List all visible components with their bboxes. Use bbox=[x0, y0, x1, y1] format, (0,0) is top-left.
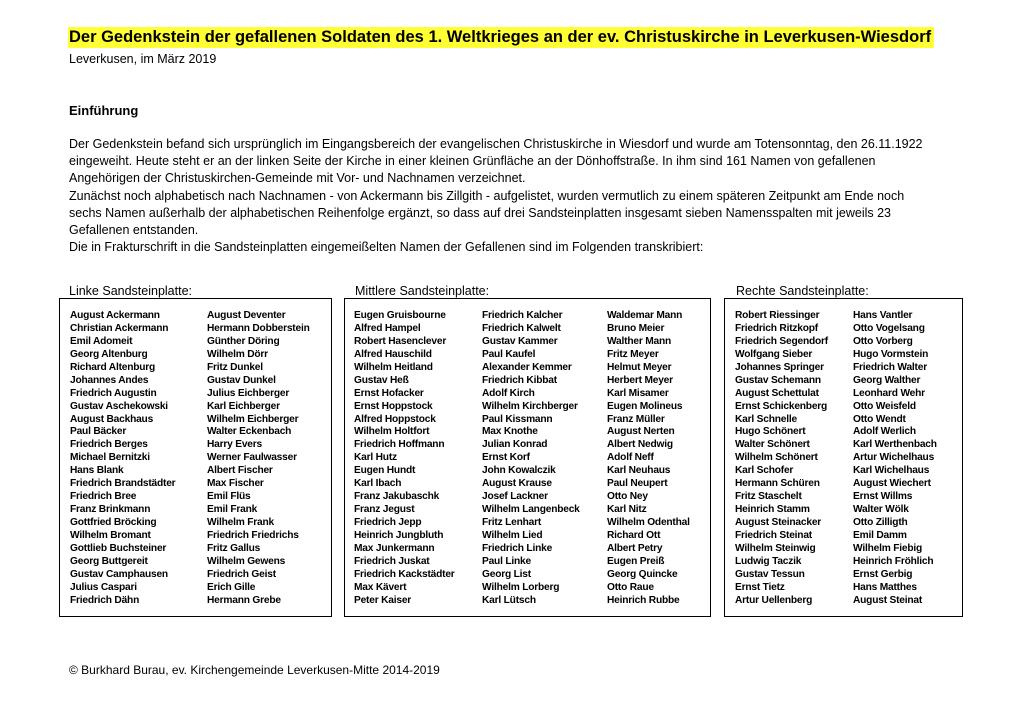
fallen-soldier-name: Otto Vorberg bbox=[853, 335, 913, 347]
fallen-soldier-name: Otto Vogelsang bbox=[853, 322, 925, 334]
intro-text bbox=[69, 136, 999, 256]
fallen-soldier-name: Gustav Schemann bbox=[735, 374, 821, 386]
fallen-soldier-name: Walther Mann bbox=[607, 335, 672, 347]
fallen-soldier-name: Franz Jegust bbox=[354, 504, 415, 516]
fallen-soldier-name: Artur Uellenberg bbox=[735, 594, 813, 606]
fallen-soldier-name: Karl Schnelle bbox=[735, 413, 797, 425]
fallen-soldier-name: Friedrich Brandstädter bbox=[70, 478, 176, 490]
fallen-soldier-name: Wilhelm Heitland bbox=[354, 361, 433, 373]
fallen-soldier-name: Albert Nedwig bbox=[607, 439, 673, 451]
fallen-soldier-name: Paul Bäcker bbox=[70, 426, 127, 438]
fallen-soldier-name: Alfred Hauschild bbox=[354, 348, 432, 360]
fallen-soldier-name: Paul Linke bbox=[482, 555, 531, 567]
fallen-soldier-name: Max Junkermann bbox=[354, 542, 435, 554]
plate-label-right: Rechte Sandsteinplatte: bbox=[736, 284, 869, 298]
fallen-soldier-name: August Wiechert bbox=[853, 478, 931, 490]
fallen-soldier-name: Ernst Korf bbox=[482, 452, 530, 464]
fallen-soldier-name: Franz Brinkmann bbox=[70, 504, 151, 516]
fallen-soldier-name: August Steinat bbox=[853, 594, 923, 606]
fallen-soldier-name: Alfred Hampel bbox=[354, 322, 421, 334]
fallen-soldier-name: Franz Müller bbox=[607, 413, 665, 425]
fallen-soldier-name: Helmut Meyer bbox=[607, 361, 672, 373]
intro-line: Die in Frakturschrift in die Sandsteinplatten eingemeißelten Namen der Gefallenen sind im Folgenden transkribiert: bbox=[69, 240, 704, 255]
plate-left bbox=[59, 298, 332, 617]
fallen-soldier-name: Ernst Hofacker bbox=[354, 387, 424, 399]
fallen-soldier-name: Karl Lütsch bbox=[482, 594, 536, 606]
fallen-soldier-name: Wilhelm Schönert bbox=[735, 452, 818, 464]
fallen-soldier-name: Adolf Neff bbox=[607, 452, 654, 464]
fallen-soldier-name: August Deventer bbox=[207, 310, 286, 321]
fallen-soldier-name: Hans Matthes bbox=[853, 581, 917, 593]
fallen-soldier-name: Wilhelm Eichberger bbox=[207, 413, 299, 425]
page-title: Der Gedenkstein der gefallenen Soldaten des 1. Weltkrieges an der ev. Christuskirche in Leverkusen-Wiesdorf bbox=[68, 27, 934, 48]
fallen-soldier-name: Emil Damm bbox=[853, 529, 907, 541]
fallen-soldier-name: Albert Petry bbox=[607, 542, 663, 554]
plate-middle bbox=[344, 298, 711, 617]
fallen-soldier-name: Alexander Kemmer bbox=[482, 361, 572, 373]
fallen-soldier-name: Fritz Staschelt bbox=[735, 491, 802, 503]
intro-line: Zunächst noch alphabetisch nach Nachnamen - von Ackermann bis Zillgith - aufgelistet, wurden vermutlich zu einem späteren Zeitpunkt am Ende noch bbox=[69, 188, 905, 203]
fallen-soldier-name: Friedrich Berges bbox=[70, 439, 148, 451]
plate-label-left: Linke Sandsteinplatte: bbox=[69, 284, 193, 298]
fallen-soldier-name: Karl Wichelhaus bbox=[853, 465, 930, 477]
fallen-soldier-name: Ernst Willms bbox=[853, 491, 913, 503]
fallen-soldier-name: Eugen Hundt bbox=[354, 465, 416, 477]
fallen-soldier-name: Gottfried Bröcking bbox=[70, 517, 157, 528]
fallen-soldier-name: Robert Hasenclever bbox=[354, 335, 447, 347]
fallen-soldier-name: Hermann Grebe bbox=[207, 594, 281, 606]
fallen-soldier-name: Peter Kaiser bbox=[354, 594, 412, 606]
fallen-soldier-name: Karl Misamer bbox=[607, 387, 669, 399]
name-column bbox=[70, 310, 175, 608]
name-column bbox=[607, 310, 690, 608]
fallen-soldier-name: Friedrich Dähn bbox=[70, 594, 140, 606]
fallen-soldier-name: Friedrich Ritzkopf bbox=[735, 322, 818, 334]
fallen-soldier-name: Erich Gille bbox=[207, 581, 256, 593]
fallen-soldier-name: Wolfgang Sieber bbox=[735, 348, 813, 360]
fallen-soldier-name: Friedrich Kalwelt bbox=[482, 322, 561, 334]
fallen-soldier-name: Ernst Schickenberg bbox=[735, 400, 828, 412]
fallen-soldier-name: Max Kävert bbox=[354, 581, 407, 593]
fallen-soldier-name: Georg Altenburg bbox=[70, 348, 148, 360]
fallen-soldier-name: Hugo Schönert bbox=[735, 426, 806, 438]
fallen-soldier-name: Wilhelm Holtfort bbox=[354, 426, 430, 438]
fallen-soldier-name: Friedrich Kibbat bbox=[482, 374, 557, 386]
name-column bbox=[482, 310, 580, 608]
fallen-soldier-name: Günther Döring bbox=[207, 335, 280, 347]
fallen-soldier-name: Hermann Schüren bbox=[735, 478, 820, 490]
fallen-soldier-name: August Schettulat bbox=[735, 387, 819, 399]
fallen-soldier-name: Adolf Kirch bbox=[482, 387, 535, 399]
fallen-soldier-name: Fritz Dunkel bbox=[207, 361, 263, 373]
fallen-soldier-name: Gustav Tessun bbox=[735, 568, 805, 580]
fallen-soldier-name: Hans Blank bbox=[70, 465, 124, 477]
fallen-soldier-name: Friedrich Kalcher bbox=[482, 310, 563, 321]
name-column bbox=[735, 310, 828, 608]
fallen-soldier-name: Hugo Vormstein bbox=[853, 348, 929, 360]
fallen-soldier-name: Ernst Tietz bbox=[735, 581, 785, 593]
fallen-soldier-name: Ludwig Taczik bbox=[735, 555, 802, 567]
fallen-soldier-name: Emil Frank bbox=[207, 504, 258, 516]
fallen-soldier-name: August Backhaus bbox=[70, 413, 154, 425]
fallen-soldier-name: Otto Zilligth bbox=[853, 517, 908, 528]
copyright-footer: © Burkhard Burau, ev. Kirchengemeinde Leverkusen-Mitte 2014-2019 bbox=[69, 663, 440, 677]
fallen-soldier-name: Otto Weisfeld bbox=[853, 400, 916, 412]
fallen-soldier-name: Friedrich Segendorf bbox=[735, 335, 828, 347]
fallen-soldier-name: Emil Flüs bbox=[207, 491, 251, 503]
fallen-soldier-name: Fritz Meyer bbox=[607, 348, 659, 360]
fallen-soldier-name: Otto Raue bbox=[607, 581, 654, 593]
intro-line: eingeweiht. Heute steht er an der linken Seite der Kirche in einer kleinen Grünfläche an der Dönhoffstraße. In ihm sind 161 Namen von gefallenen bbox=[69, 154, 876, 169]
fallen-soldier-name: Friedrich Friedrichs bbox=[207, 529, 299, 541]
page-subtitle: Leverkusen, im März 2019 bbox=[69, 52, 217, 66]
fallen-soldier-name: Karl Ibach bbox=[354, 478, 402, 490]
fallen-soldier-name: Paul Kaufel bbox=[482, 348, 536, 360]
fallen-soldier-name: Wilhelm Frank bbox=[207, 517, 274, 528]
plate-label-middle: Mittlere Sandsteinplatte: bbox=[355, 284, 490, 298]
fallen-soldier-name: Hans Vantler bbox=[853, 310, 913, 321]
fallen-soldier-name: Wilhelm Bromant bbox=[70, 529, 151, 541]
fallen-soldier-name: Fritz Lenhart bbox=[482, 517, 542, 528]
fallen-soldier-name: Georg Buttgereit bbox=[70, 555, 148, 567]
fallen-soldier-name: Gustav Dunkel bbox=[207, 374, 276, 386]
intro-line: Der Gedenkstein befand sich ursprünglich im Eingangsbereich der evangelischen Christuskirche in Wiesdorf und wurde am Totensonntag, den 26.11.1922 bbox=[69, 137, 923, 151]
fallen-soldier-name: August Nerten bbox=[607, 426, 675, 438]
fallen-soldier-name: Eugen Preiß bbox=[607, 555, 665, 567]
fallen-soldier-name: Werner Faulwasser bbox=[207, 452, 297, 464]
fallen-soldier-name: Heinrich Fröhlich bbox=[853, 555, 934, 567]
fallen-soldier-name: Gustav Aschekowski bbox=[70, 400, 168, 412]
fallen-soldier-name: Christian Ackermann bbox=[70, 322, 169, 334]
fallen-soldier-name: Herbert Meyer bbox=[607, 374, 673, 386]
fallen-soldier-name: August Steinacker bbox=[735, 517, 822, 528]
fallen-soldier-name: Georg Quincke bbox=[607, 568, 678, 580]
fallen-soldier-name: Franz Jakubaschk bbox=[354, 491, 440, 503]
fallen-soldier-name: Otto Wendt bbox=[853, 413, 906, 425]
fallen-soldier-name: Fritz Gallus bbox=[207, 542, 261, 554]
fallen-soldier-name: Julius Caspari bbox=[70, 581, 137, 593]
fallen-soldier-name: Wilhelm Langenbeck bbox=[482, 504, 580, 516]
fallen-soldier-name: Heinrich Jungbluth bbox=[354, 529, 444, 541]
fallen-soldier-name: Eugen Molineus bbox=[607, 400, 683, 412]
fallen-soldier-name: Artur Wichelhaus bbox=[853, 452, 935, 464]
fallen-soldier-name: Gottlieb Buchsteiner bbox=[70, 542, 167, 554]
fallen-soldier-name: Leonhard Wehr bbox=[853, 387, 925, 399]
fallen-soldier-name: Paul Neupert bbox=[607, 478, 668, 490]
fallen-soldier-name: Gustav Camphausen bbox=[70, 568, 168, 580]
fallen-soldier-name: Walter Eckenbach bbox=[207, 426, 292, 438]
fallen-soldier-name: Friedrich Augustin bbox=[70, 387, 157, 399]
fallen-soldier-name: Otto Ney bbox=[607, 491, 648, 503]
fallen-soldier-name: August Krause bbox=[482, 478, 552, 490]
fallen-soldier-name: Johannes Springer bbox=[735, 361, 824, 373]
fallen-soldier-name: Georg Walther bbox=[853, 374, 921, 386]
fallen-soldier-name: Alfred Hoppstock bbox=[354, 413, 436, 425]
fallen-soldier-name: Friedrich Geist bbox=[207, 568, 276, 580]
fallen-soldier-name: John Kowalczik bbox=[482, 465, 556, 477]
fallen-soldier-name: Richard Altenburg bbox=[70, 361, 156, 373]
plate-right bbox=[724, 298, 963, 617]
fallen-soldier-name: Eugen Gruisbourne bbox=[354, 310, 446, 321]
fallen-soldier-name: Julian Konrad bbox=[482, 439, 548, 451]
fallen-soldier-name: Karl Schofer bbox=[735, 465, 794, 477]
fallen-soldier-name: Karl Hutz bbox=[354, 452, 397, 464]
fallen-soldier-name: Friedrich Kackstädter bbox=[354, 568, 455, 580]
fallen-soldier-name: Friedrich Bree bbox=[70, 491, 137, 503]
fallen-soldier-name: Karl Neuhaus bbox=[607, 465, 671, 477]
fallen-soldier-name: Friedrich Jepp bbox=[354, 517, 422, 528]
fallen-soldier-name: Wilhelm Odenthal bbox=[607, 517, 690, 528]
fallen-soldier-name: August Ackermann bbox=[70, 310, 160, 321]
fallen-soldier-name: Friedrich Hoffmann bbox=[354, 439, 445, 451]
fallen-soldier-name: Ernst Hoppstock bbox=[354, 400, 433, 412]
fallen-soldier-name: Johannes Andes bbox=[70, 374, 149, 386]
intro-line: sechs Namen außerhalb der alphabetischen Reihenfolge ergänzt, so dass auf drei Sandsteinplatten insgesamt sieben Namensspalten mit jeweils 23 bbox=[69, 205, 892, 220]
fallen-soldier-name: Richard Ott bbox=[607, 529, 661, 541]
name-column bbox=[354, 310, 455, 608]
fallen-soldier-name: Hermann Dobberstein bbox=[207, 322, 310, 334]
fallen-soldier-name: Ernst Gerbig bbox=[853, 568, 913, 580]
fallen-soldier-name: Josef Lackner bbox=[482, 491, 548, 503]
fallen-soldier-name: Gustav Heß bbox=[354, 374, 409, 386]
fallen-soldier-name: Julius Eichberger bbox=[207, 387, 290, 399]
fallen-soldier-name: Gustav Kammer bbox=[482, 335, 558, 347]
fallen-soldier-name: Friedrich Walter bbox=[853, 361, 927, 373]
fallen-soldier-name: Friedrich Steinat bbox=[735, 529, 812, 541]
name-column bbox=[207, 310, 310, 608]
section-heading: Einführung bbox=[69, 103, 139, 118]
fallen-soldier-name: Harry Evers bbox=[207, 439, 263, 451]
fallen-soldier-name: Robert Riessinger bbox=[735, 310, 820, 321]
fallen-soldier-name: Wilhelm Lorberg bbox=[482, 581, 560, 593]
fallen-soldier-name: Heinrich Rubbe bbox=[607, 594, 680, 606]
intro-line: Gefallenen entstanden. bbox=[69, 223, 199, 238]
fallen-soldier-name: Wilhelm Lied bbox=[482, 529, 543, 541]
fallen-soldier-name: Friedrich Juskat bbox=[354, 555, 430, 567]
fallen-soldier-name: Karl Eichberger bbox=[207, 400, 280, 412]
fallen-soldier-name: Bruno Meier bbox=[607, 322, 665, 334]
fallen-soldier-name: Wilhelm Kirchberger bbox=[482, 400, 578, 412]
fallen-soldier-name: Waldemar Mann bbox=[607, 310, 683, 321]
fallen-soldier-name: Friedrich Linke bbox=[482, 542, 553, 554]
fallen-soldier-name: Michael Bernitzki bbox=[70, 452, 150, 464]
fallen-soldier-name: Karl Nitz bbox=[607, 504, 647, 516]
fallen-soldier-name: Heinrich Stamm bbox=[735, 504, 810, 516]
fallen-soldier-name: Max Knothe bbox=[482, 426, 538, 438]
fallen-soldier-name: Wilhelm Steinwig bbox=[735, 542, 816, 554]
fallen-soldier-name: Wilhelm Fiebig bbox=[853, 542, 922, 554]
fallen-soldier-name: Paul Kissmann bbox=[482, 413, 553, 425]
fallen-soldier-name: Wilhelm Gewens bbox=[207, 555, 286, 567]
fallen-soldier-name: Walter Wölk bbox=[853, 504, 909, 516]
fallen-soldier-name: Adolf Werlich bbox=[853, 426, 916, 438]
fallen-soldier-name: Georg List bbox=[482, 568, 531, 580]
fallen-soldier-name: Wilhelm Dörr bbox=[207, 348, 268, 360]
fallen-soldier-name: Karl Werthenbach bbox=[853, 439, 937, 451]
name-column bbox=[853, 310, 937, 608]
intro-line: Angehörigen der Christuskirchen-Gemeinde mit Vor- und Nachnamen verzeichnet. bbox=[69, 171, 526, 186]
fallen-soldier-name: Walter Schönert bbox=[735, 439, 810, 451]
fallen-soldier-name: Albert Fischer bbox=[207, 465, 273, 477]
fallen-soldier-name: Emil Adomeit bbox=[70, 335, 133, 347]
fallen-soldier-name: Max Fischer bbox=[207, 478, 264, 490]
